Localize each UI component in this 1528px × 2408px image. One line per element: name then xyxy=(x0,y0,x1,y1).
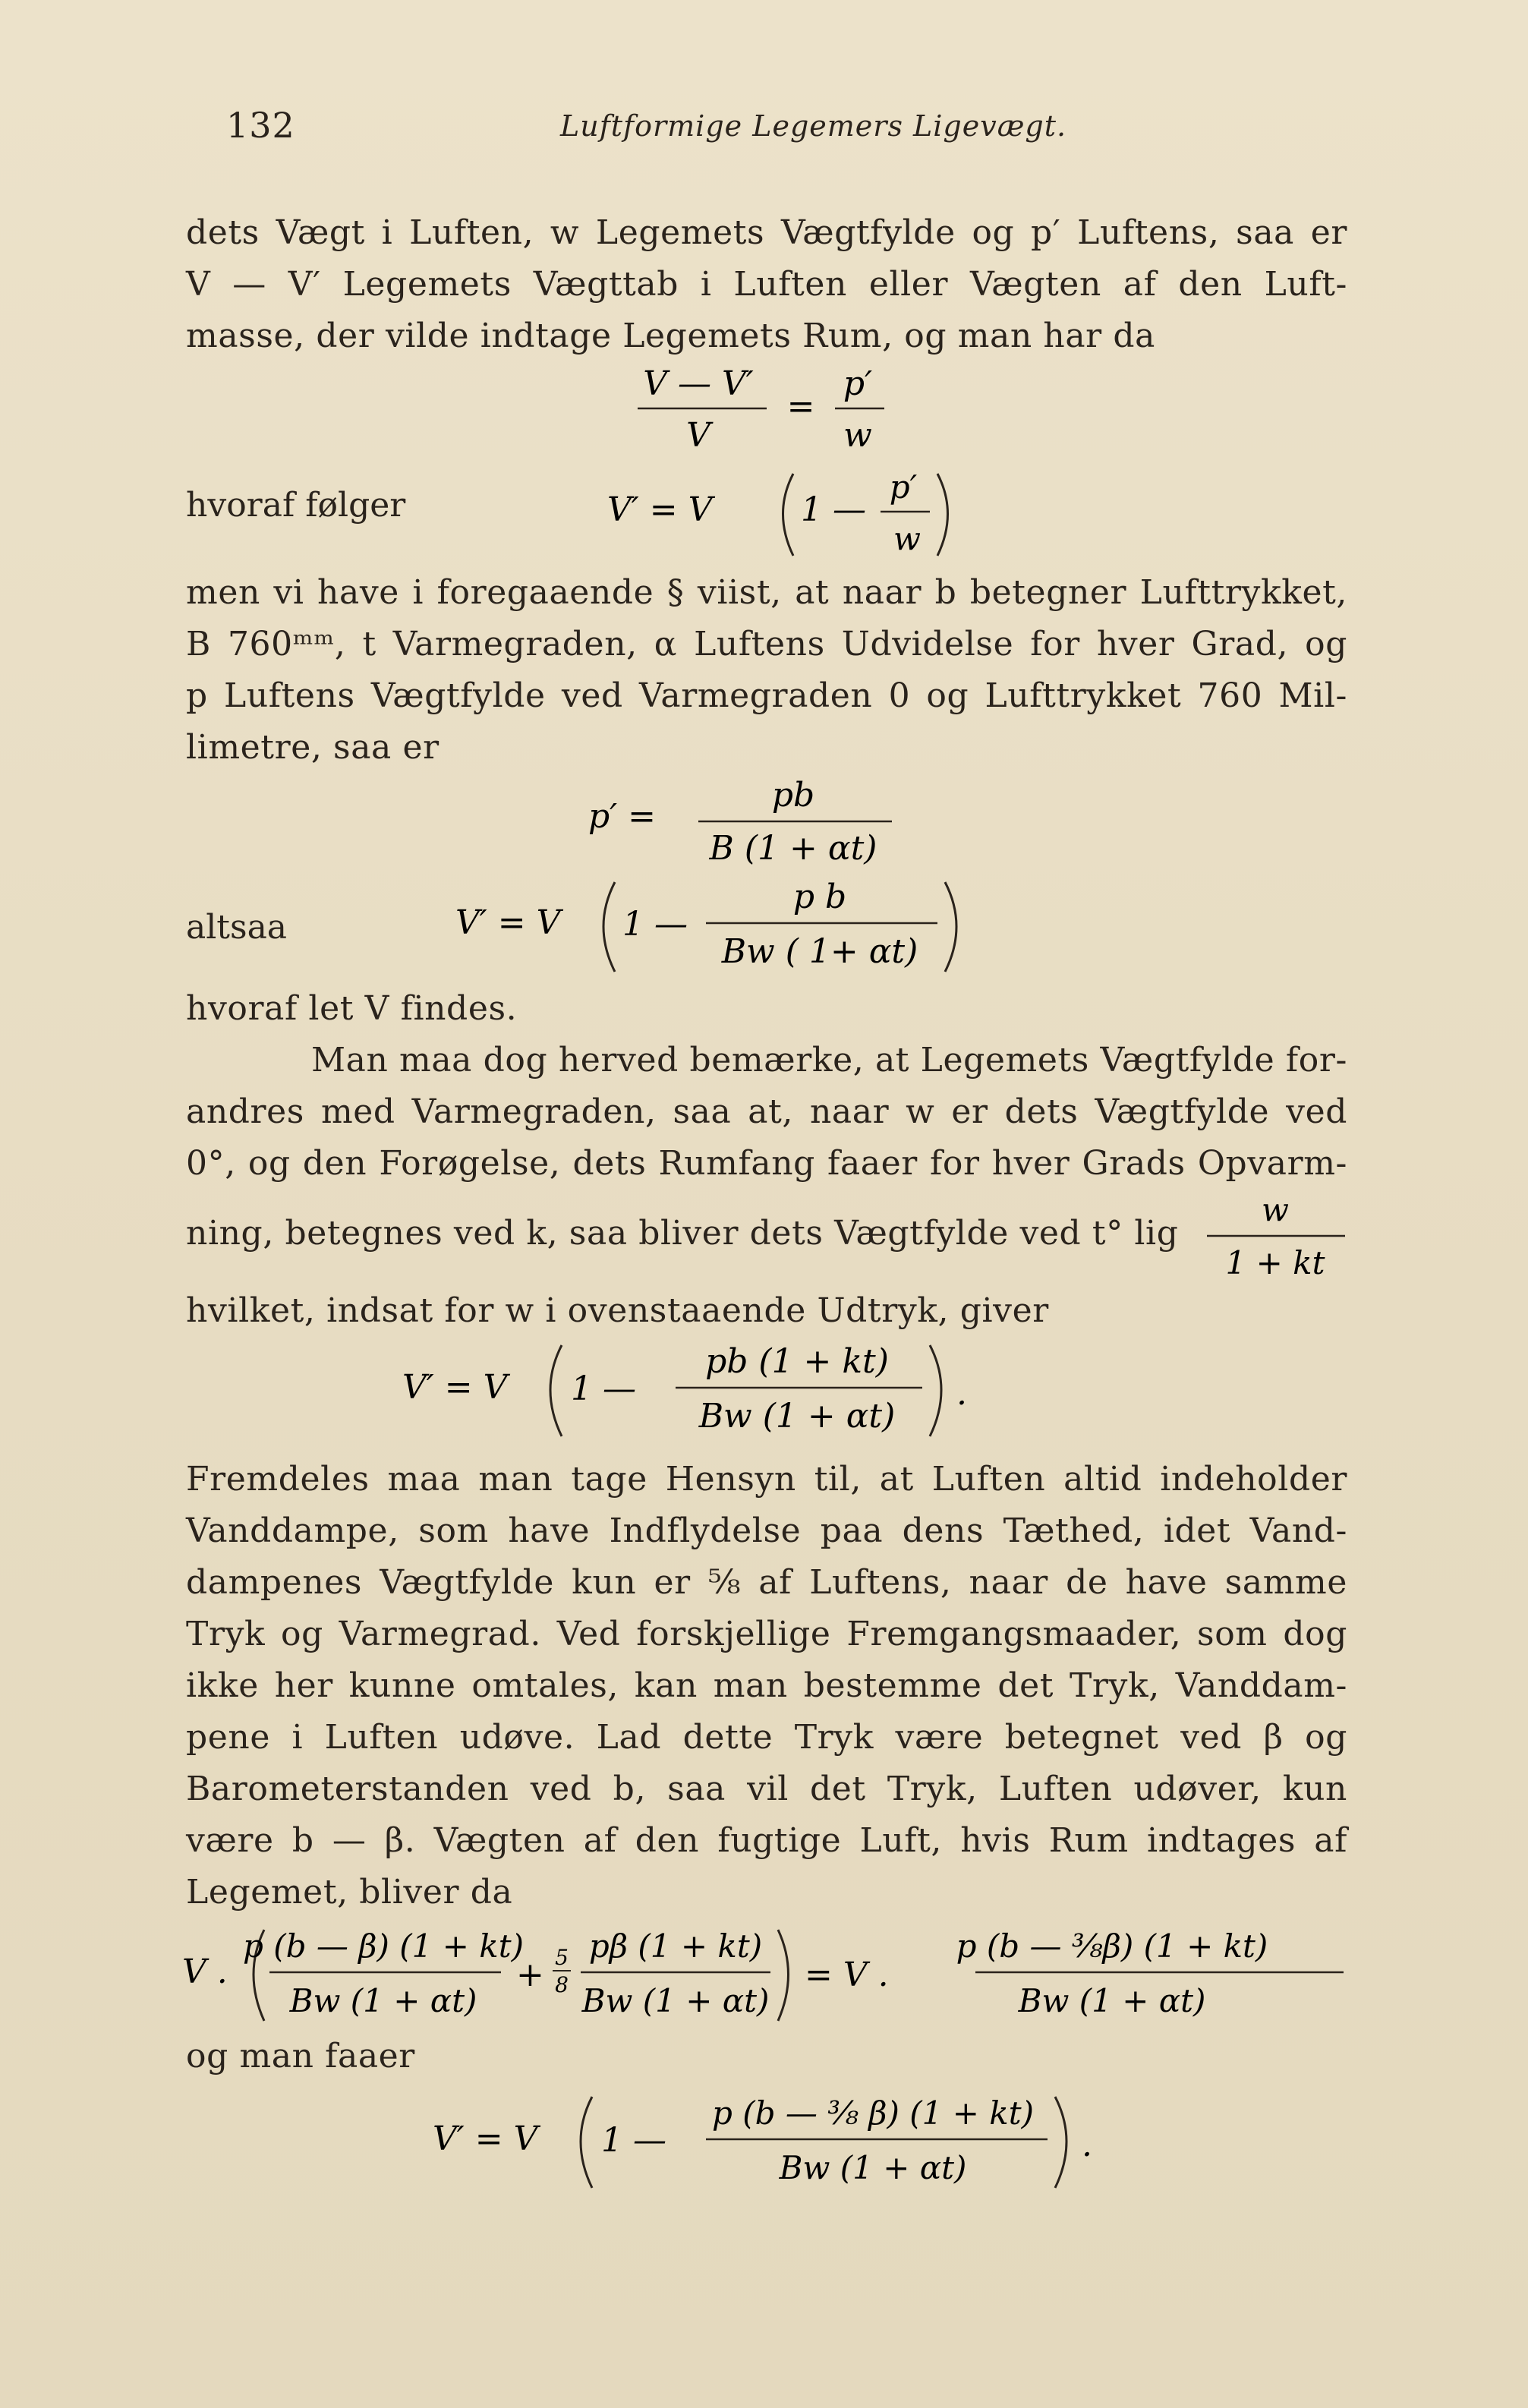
text-line-18: ikke her kunne omtales, kan man bestemme det Tryk, Vanddam- xyxy=(186,1666,1347,1705)
text-line-9: Man maa dog herved bemærke, at Legemets Vægtfylde for- xyxy=(311,1041,1347,1080)
text-line-6: p Luftens Vægtfylde ved Varmegraden 0 og Lufttrykket 760 Mil- xyxy=(186,676,1347,715)
f7-c-numerator: p (b — ⅜β) (1 + kt) xyxy=(956,1927,1268,1965)
f2-denominator: w xyxy=(893,520,921,557)
formula-8 xyxy=(433,2080,1116,2194)
f6-denominator: Bw (1 + αt) xyxy=(698,1397,896,1436)
f4-denominator: Bw ( 1+ αt) xyxy=(721,932,918,971)
formula-5 xyxy=(1199,1184,1351,1291)
f8-left-paren xyxy=(581,2097,592,2188)
text-line-22: Legemet, bliver da xyxy=(186,1873,513,1912)
formula-4 xyxy=(455,865,987,979)
page-header xyxy=(226,105,1334,150)
text-line-4: men vi have i foregaaende § viist, at naar b betegner Lufttrykket, xyxy=(186,573,1347,612)
f5-numerator: w xyxy=(1262,1191,1289,1228)
f6-period: . xyxy=(956,1374,967,1413)
f2-left-paren xyxy=(783,474,794,556)
f7-a-denominator: Bw (1 + αt) xyxy=(289,1982,477,2019)
f8-numerator: p (b — ⅜ β) (1 + kt) xyxy=(712,2094,1034,2132)
f1-denominator: V xyxy=(686,416,710,455)
text-line-12: ning, betegnes ved k, saa bliver dets Vægtfylde ved t° lig xyxy=(186,1214,1179,1253)
f4-lhs: V′ = V xyxy=(455,903,561,942)
f2-one-minus: 1 — xyxy=(801,490,866,529)
f7-eight: 8 xyxy=(555,1972,569,1997)
text-line-21: være b — β. Vægten af den fugtige Luft, hvis Rum indtages af xyxy=(186,1821,1347,1860)
f1-right-numerator: p′ xyxy=(843,364,873,403)
formula-7 xyxy=(182,1913,1351,2027)
text-line-1: dets Vægt i Luften, w Legemets Vægtfylde og p′ Luftens, saa er xyxy=(186,213,1347,252)
text-line-19: pene i Luften udøve. Lad dette Tryk være betegnet ved β og xyxy=(186,1718,1347,1757)
f8-right-paren xyxy=(1055,2097,1066,2188)
f1-equals: = xyxy=(786,387,815,426)
text-line-16: dampenes Vægtfylde kun er ⅝ af Luftens, naar de have samme xyxy=(186,1563,1347,1602)
text-line-2: V — V′ Legemets Vægttab i Luften eller Vægten af den Luft- xyxy=(186,265,1347,304)
f6-numerator: pb (1 + kt) xyxy=(705,1342,889,1381)
formula-3 xyxy=(588,767,907,873)
f1-numerator: V — V′ xyxy=(643,364,754,403)
f7-a-numerator: p (b — β) (1 + kt) xyxy=(243,1927,524,1965)
f3-lhs: p′ = xyxy=(588,797,657,836)
text-line-23: og man faaer xyxy=(186,2037,415,2075)
f2-lhs: V′ = V xyxy=(607,490,713,529)
text-line-7: limetre, saa er xyxy=(186,728,439,767)
f6-left-paren xyxy=(550,1345,562,1436)
f6-lhs: V′ = V xyxy=(402,1368,508,1407)
f7-equals-v: = V . xyxy=(805,1956,889,1994)
f4-one-minus: 1 — xyxy=(622,905,688,944)
f5-denominator: 1 + kt xyxy=(1225,1244,1325,1281)
label-hvoraf-folger: hvoraf følger xyxy=(186,486,406,525)
f8-period: . xyxy=(1082,2126,1092,2164)
f3-denominator: B (1 + αt) xyxy=(709,829,877,868)
text-line-14: Fremdeles maa man tage Hensyn til, at Luften altid indeholder xyxy=(186,1460,1347,1499)
text-line-10: andres med Varmegraden, saa at, naar w er dets Vægtfylde ved xyxy=(186,1092,1347,1131)
f4-numerator: p b xyxy=(792,878,847,916)
text-line-13: hvilket, indsat for w i ovenstaaende Udtryk, giver xyxy=(186,1291,1049,1330)
f3-numerator: pb xyxy=(771,776,815,815)
text-line-11: 0°, og den Forøgelse, dets Rumfang faaer for hver Grads Opvarm- xyxy=(186,1144,1347,1183)
page-number: 132 xyxy=(226,105,295,146)
f7-b-numerator: pβ (1 + kt) xyxy=(588,1927,763,1965)
f8-denominator: Bw (1 + αt) xyxy=(779,2149,967,2186)
f1-right-denominator: w xyxy=(843,416,872,455)
f6-right-paren xyxy=(930,1345,941,1436)
formula-6 xyxy=(402,1328,979,1442)
f2-right-paren xyxy=(937,474,948,556)
f7-plus: + xyxy=(516,1956,544,1994)
text-line-5: B 760ᵐᵐ, t Varmegraden, α Luftens Udvidelse for hver Grad, og xyxy=(186,625,1347,663)
formula-2 xyxy=(607,460,972,566)
f6-one-minus: 1 — xyxy=(571,1369,636,1408)
f8-lhs: V′ = V xyxy=(433,2120,538,2158)
text-line-3: masse, der vilde indtage Legemets Rum, og man har da xyxy=(186,317,1155,355)
formula-1 xyxy=(622,357,896,455)
f7-five: 5 xyxy=(555,1945,569,1970)
label-altsaa: altsaa xyxy=(186,908,288,947)
f7-lhs: V . xyxy=(182,1953,228,1991)
f4-right-paren xyxy=(945,882,956,972)
text-line-20: Barometerstanden ved b, saa vil det Tryk, Luften udøver, kun xyxy=(186,1770,1347,1808)
f2-numerator: p′ xyxy=(889,468,918,506)
f7-b-denominator: Bw (1 + αt) xyxy=(581,1982,770,2019)
f7-right-paren xyxy=(778,1930,789,2021)
f7-c-denominator: Bw (1 + αt) xyxy=(1018,1982,1206,2019)
text-line-8: hvoraf let V findes. xyxy=(186,989,518,1028)
f8-one-minus: 1 — xyxy=(601,2121,666,2160)
text-line-17: Tryk og Varmegrad. Ved forskjellige Fremgangsmaader, som dog xyxy=(186,1615,1347,1653)
text-line-15: Vanddampe, som have Indflydelse paa dens Tæthed, idet Vand- xyxy=(186,1511,1347,1550)
running-head: Luftformige Legemers Ligevægt. xyxy=(560,109,1067,143)
f4-left-paren xyxy=(603,882,615,972)
